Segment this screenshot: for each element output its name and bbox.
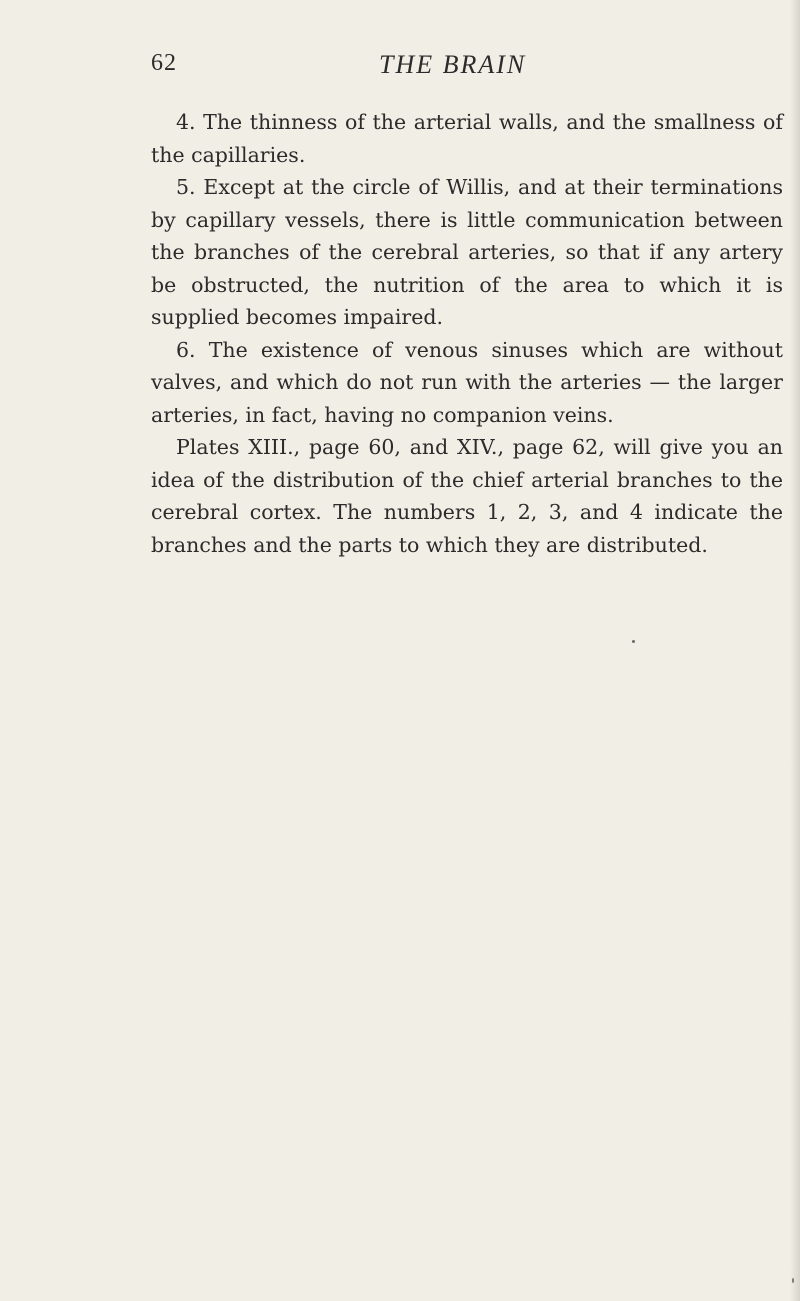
paragraph-plates: Plates XIII., page 60, and XIV., page 62, will give you an idea of the distribution of the chief arterial branches to the cerebral cortex. The numbers 1, 2, 3, and 4 indicate the branches and the parts to which they are distributed.	[151, 435, 783, 557]
page-header	[151, 50, 751, 84]
paragraph-5: 5. Except at the circle of Willis, and at their terminations by capillary vessels, there is little communication between the branches of the cerebral arteries, so that if any artery be obstructed, the nutrition of the area to which it is supplied becomes impaired.	[151, 175, 783, 329]
paragraph-4: 4. The thinness of the arterial walls, and the smallness of the capillaries.	[151, 110, 783, 167]
paper-speck	[632, 640, 635, 643]
running-title: THE BRAIN	[379, 50, 527, 79]
body-text	[151, 106, 783, 561]
page-number: 62	[151, 50, 177, 76]
page-edge-shadow	[790, 0, 800, 1301]
paragraph-6: 6. The existence of venous sinuses which are without valves, and which do not run with the arteries — the larger arteries, in fact, having no companion veins.	[151, 337, 783, 427]
